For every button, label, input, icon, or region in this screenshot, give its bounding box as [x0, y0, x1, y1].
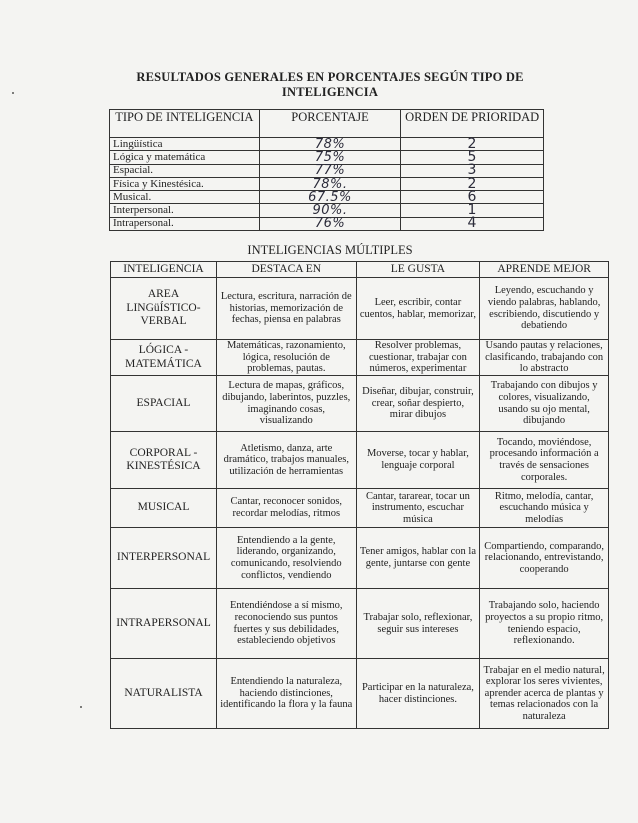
header-orden: ORDEN DE PRIORIDAD	[401, 110, 544, 138]
results-row	[110, 217, 544, 230]
priority-cell: 2	[401, 138, 544, 151]
gusta-cell: Moverse, tocar y hablar, lenguaje corporal	[356, 432, 480, 489]
destaca-cell: Entendiéndose a sí mismo, reconociendo sus puntos fuertes y sus debilidades, estableciendo objetivos	[216, 589, 356, 659]
destaca-cell: Lectura, escritura, narración de historias, memorización de fechas, piensa en palabras	[216, 278, 356, 340]
destaca-cell: Entendiendo la naturaleza, haciendo distinciones, identificando la flora y la fauna	[216, 659, 356, 729]
intelligence-row	[111, 432, 609, 489]
tipo-cell: Lógica y matemática	[110, 151, 260, 164]
scan-speck	[80, 706, 82, 708]
percentage-cell: 90%.	[259, 204, 401, 217]
priority-cell: 4	[401, 217, 544, 230]
multiples-header-row	[111, 262, 609, 278]
destaca-cell: Atletismo, danza, arte dramático, trabajos manuales, utilización de herramientas	[216, 432, 356, 489]
intelligence-row	[111, 589, 609, 659]
aprende-cell: Ritmo, melodía, cantar, escuchando música y melodías	[480, 489, 609, 528]
intelligence-name-cell: INTERPERSONAL	[111, 528, 217, 589]
tipo-cell: Espacial.	[110, 164, 260, 177]
intelligence-name-cell: MUSICAL	[111, 489, 217, 528]
gusta-cell: Trabajar solo, reflexionar, seguir sus intereses	[356, 589, 480, 659]
destaca-cell: Lectura de mapas, gráficos, dibujando, laberintos, puzzles, imaginando cosas, visualizando	[216, 376, 356, 432]
results-row	[110, 138, 544, 151]
intelligence-row	[111, 376, 609, 432]
intelligence-row	[111, 528, 609, 589]
percentage-cell: 67.5%	[259, 191, 401, 204]
results-row	[110, 204, 544, 217]
priority-cell: 6	[401, 191, 544, 204]
destaca-cell: Cantar, reconocer sonidos, recordar melodías, ritmos	[216, 489, 356, 528]
scan-speck	[12, 92, 14, 94]
gusta-cell: Cantar, tararear, tocar un instrumento, escuchar música	[356, 489, 480, 528]
section-subtitle: INTELIGENCIAS MÚLTIPLES	[247, 243, 413, 257]
results-row	[110, 164, 544, 177]
intelligence-row	[111, 489, 609, 528]
intelligence-row	[111, 340, 609, 376]
tipo-cell: Lingüística	[110, 138, 260, 151]
priority-cell: 2	[401, 177, 544, 190]
intelligence-name-cell: LÓGICA - MATEMÁTICA	[111, 340, 217, 376]
aprende-cell: Trabajar en el medio natural, explorar los seres vivientes, aprender acerca de plantas y temas relacionados con la naturaleza	[480, 659, 609, 729]
destaca-cell: Entendiendo a la gente, liderando, organizando, comunicando, resolviendo conflictos, vendiendo	[216, 528, 356, 589]
results-row	[110, 191, 544, 204]
intelligence-name-cell: ESPACIAL	[111, 376, 217, 432]
aprende-cell: Leyendo, escuchando y viendo palabras, hablando, escribiendo, discutiendo y debatiendo	[480, 278, 609, 340]
intelligence-name-cell: INTRAPERSONAL	[111, 589, 217, 659]
tipo-cell: Interpersonal.	[110, 204, 260, 217]
intelligence-row	[111, 659, 609, 729]
header-destaca: DESTACA EN	[216, 262, 356, 278]
percentage-cell: 77%	[259, 164, 401, 177]
aprende-cell: Tocando, moviéndose, procesando información a través de sensaciones corporales.	[480, 432, 609, 489]
percentage-cell: 78%.	[259, 177, 401, 190]
gusta-cell: Participar en la naturaleza, hacer distinciones.	[356, 659, 480, 729]
percentage-cell: 75%	[259, 151, 401, 164]
multiples-table	[110, 261, 609, 729]
priority-cell: 3	[401, 164, 544, 177]
intelligence-name-cell: NATURALISTA	[111, 659, 217, 729]
aprende-cell: Trabajando con dibujos y colores, visualizando, usando su ojo mental, dibujando	[480, 376, 609, 432]
aprende-cell: Trabajando solo, haciendo proyectos a su propio ritmo, teniendo espacio, reflexionando.	[480, 589, 609, 659]
results-table	[109, 109, 544, 231]
header-inteligencia: INTELIGENCIA	[111, 262, 217, 278]
gusta-cell: Resolver problemas, cuestionar, trabajar con números, experimentar	[356, 340, 480, 376]
percentage-cell: 76%	[259, 217, 401, 230]
results-row	[110, 177, 544, 190]
priority-cell: 5	[401, 151, 544, 164]
gusta-cell: Diseñar, dibujar, construir, crear, soñar despierto, mirar dibujos	[356, 376, 480, 432]
intelligence-name-cell: AREA LINGüÍSTICO-VERBAL	[111, 278, 217, 340]
header-gusta: LE GUSTA	[356, 262, 480, 278]
intelligence-name-cell: CORPORAL - KINESTÉSICA	[111, 432, 217, 489]
header-aprende: APRENDE MEJOR	[480, 262, 609, 278]
header-tipo: TIPO DE INTELIGENCIA	[110, 110, 260, 138]
gusta-cell: Tener amigos, hablar con la gente, juntarse con gente	[356, 528, 480, 589]
tipo-cell: Intrapersonal.	[110, 217, 260, 230]
results-header-row	[110, 110, 544, 138]
priority-cell: 1	[401, 204, 544, 217]
aprende-cell: Usando pautas y relaciones, clasificando, trabajando con lo abstracto	[480, 340, 609, 376]
intelligence-row	[111, 278, 609, 340]
percentage-cell: 78%	[259, 138, 401, 151]
gusta-cell: Leer, escribir, contar cuentos, hablar, memorizar,	[356, 278, 480, 340]
header-porcentaje: PORCENTAJE	[259, 110, 401, 138]
tipo-cell: Musical.	[110, 191, 260, 204]
destaca-cell: Matemáticas, razonamiento, lógica, resolución de problemas, pautas.	[216, 340, 356, 376]
results-row	[110, 151, 544, 164]
page-title: RESULTADOS GENERALES EN PORCENTAJES SEGÚN TIPO DE INTELIGENCIA	[136, 70, 524, 99]
aprende-cell: Compartiendo, comparando, relacionando, entrevistando, cooperando	[480, 528, 609, 589]
tipo-cell: Física y Kinestésica.	[110, 177, 260, 190]
